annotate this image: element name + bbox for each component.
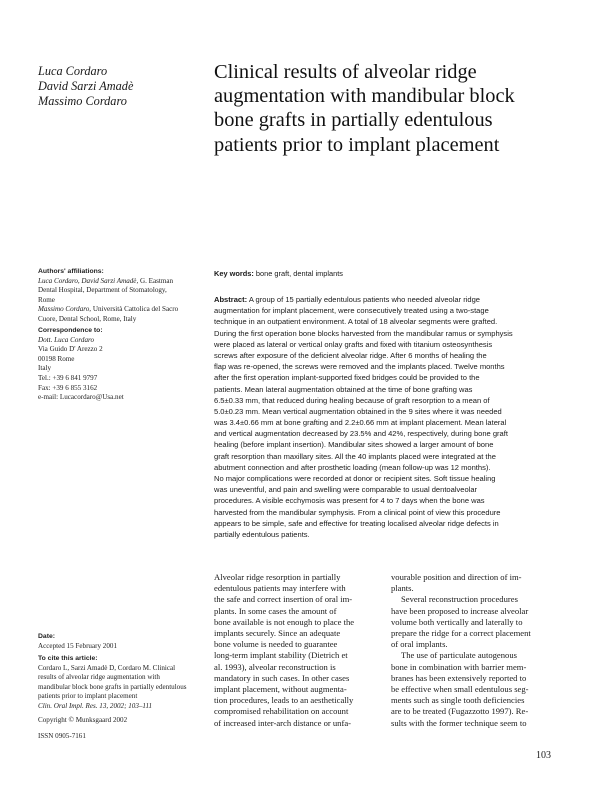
abstract-line: patients. Mean lateral augmentation obtained at the time of bone grafting was	[214, 384, 473, 394]
abstract-line: appears to be simple, safe and effective for treating localised alveolar ridge defects in	[214, 518, 499, 528]
body-line: Alveolar ridge resorption in partially	[214, 572, 341, 582]
correspondence-line: Tel.: +39 6 841 9797	[38, 373, 98, 382]
body-line: sults with the former technique seem to	[391, 717, 527, 728]
correspondence-line: Via Guido D' Arezzo 2	[38, 345, 103, 354]
body-line: have been proposed to increase alveolar	[391, 605, 529, 616]
body-line: al. 1993), alveolar reconstruction is	[214, 661, 336, 672]
affiliation-text: Rome	[38, 295, 55, 304]
body-line: of oral implants.	[391, 639, 448, 650]
abstract-line: were placed as lateral or vertical onlay grafts and fixed with titanium osteosynthesis	[214, 339, 493, 349]
page-number: 103	[536, 750, 551, 761]
body-line: the safe and correct insertion of oral im-	[214, 594, 353, 605]
body-line: bone in combination with barrier mem-	[391, 661, 527, 672]
date-text: Accepted 15 February 2001	[38, 641, 117, 650]
affiliation-line	[38, 286, 208, 296]
affiliation-names: Massimo Cordaro,	[38, 305, 92, 314]
author-list	[38, 64, 198, 109]
citation-heading: To cite this article:	[38, 655, 98, 662]
abstract-line	[214, 294, 566, 305]
abstract-line: partially edentulous patients.	[214, 529, 310, 539]
body-line: prepare the ridge for a correct placement	[391, 628, 531, 639]
abstract-line: 5.0±0.23 mm. Mean vertical augmentation obtained in the 9 sites where it was needed	[214, 406, 502, 416]
abstract-line: 6.5±0.33 mm, that reduced during healing because of graft resorption to a mean of	[214, 395, 490, 405]
body-line: branes has been extensively reported to	[391, 672, 527, 683]
title-line: bone grafts in partially edentulous	[214, 109, 493, 132]
body-line: are to be treated (Fugazzotto 1997). Re-	[391, 706, 529, 717]
correspondence-heading: Correspondence to:	[38, 327, 103, 334]
abstract-line: was 3.4±0.66 mm at bone grafting and 2.2±0.66 mm at implant placement. Mean lateral	[214, 418, 507, 428]
correspondence-name: Dott. Luca Cordaro	[38, 335, 95, 344]
affiliation-line	[38, 315, 208, 325]
body-line: be effective when small edentulous seg-	[391, 684, 529, 695]
affiliation-text: Università Cattolica del Sacro	[91, 305, 179, 314]
body-line: compromised rehabilitation on account	[214, 706, 349, 717]
citation-line: mandibular block bone grafts in partially edentulous	[38, 682, 187, 691]
keywords-text: bone graft, dental implants	[253, 269, 343, 278]
correspondence-line: Fax: +39 6 855 3162	[38, 383, 98, 392]
article-title	[214, 60, 574, 157]
affiliation-line	[38, 305, 208, 315]
body-line: tion procedures, leads to an aesthetically	[214, 695, 354, 706]
citation-block	[38, 654, 208, 712]
abstract-line: graft resorption than maxillary sites. All the 40 implants placed were integrated at the	[214, 451, 496, 461]
body-line: volume both vertically and laterally to	[391, 616, 523, 627]
body-line: edentulous patients may interfere with	[214, 583, 346, 594]
abstract-line: healing (before implant insertion). Mandibular sites showed a larger amount of bone	[214, 440, 494, 450]
correspondence	[38, 326, 208, 403]
affiliations-heading: Authors' affiliations:	[38, 268, 104, 275]
body-line: plants.	[391, 583, 414, 594]
body-line: Several reconstruction procedures	[401, 594, 518, 605]
date-heading: Date:	[38, 633, 55, 640]
abstract-line: was uneventful, and pain and swelling were comparable to usual dentoalveolar	[214, 485, 478, 495]
abstract-line: augmentation for implant placement, were consecutively treated using a two-stage	[214, 306, 489, 316]
body-line: bone volume is needed to guarantee	[214, 639, 338, 650]
keywords	[214, 269, 564, 279]
title-line: augmentation with mandibular block	[214, 85, 515, 108]
affiliation-text: Dental Hospital, Department of Stomatology,	[38, 286, 167, 295]
title-line: Clinical results of alveolar ridge	[214, 61, 477, 83]
body-column-right	[391, 572, 556, 729]
abstract	[214, 294, 566, 540]
citation-line: Cordaro L, Sarzi Amadè D, Cordaro M. Clinical	[38, 663, 176, 672]
author-name: Massimo Cordaro	[38, 94, 127, 108]
body-line: implants securely. Since an adequate	[214, 628, 341, 639]
abstract-line: and vertical augmentation decreased by 23.5% and 42%, respectively, during bone graft	[214, 429, 508, 439]
body-line: The use of particulate autogenous	[401, 650, 517, 661]
citation-journal: Clin. Oral Impl. Res. 13, 2002; 103–111	[38, 701, 153, 710]
body-line: mandatory in such cases. In other cases	[214, 672, 350, 683]
abstract-line: technique in an outpatient environment. A total of 18 alveolar segments were grafted.	[214, 317, 498, 327]
body-line: bone available is not enough to place the	[214, 616, 355, 627]
abstract-label: Abstract:	[214, 295, 248, 304]
body-line: ments such as single tooth deficiencies	[391, 695, 525, 706]
date-block	[38, 632, 208, 651]
abstract-line: after the first operation implant-supported fixed bridges could be provided to the	[214, 373, 480, 383]
correspondence-line: Italy	[38, 364, 51, 373]
affiliation-names: Luca Cordaro, David Sarzi Amadè,	[38, 276, 139, 285]
body-column-left	[214, 572, 377, 729]
abstract-text: A group of 15 partially edentulous patients who needed alveolar ridge	[247, 295, 480, 304]
citation-line: patients prior to implant placement	[38, 692, 138, 701]
issn: ISSN 0905-7161	[38, 732, 86, 740]
body-line: long-term implant stability (Dietrich et	[214, 650, 348, 661]
abstract-line: During the first operation bone blocks harvested from the mandibular ramus or symphysis	[214, 328, 513, 338]
abstract-line: No major complications were recorded at donor or recipient sites. Soft tissue healing	[214, 474, 496, 483]
affiliation-line	[38, 296, 208, 306]
keywords-label: Key words:	[214, 269, 254, 278]
citation-line: results of alveolar ridge augmentation with	[38, 673, 160, 682]
body-line: implant placement, without augmenta-	[214, 684, 347, 695]
author-name: Luca Cordaro	[38, 64, 108, 78]
title-line: patients prior to implant placement	[214, 133, 500, 156]
correspondence-email: e-mail: Lucacordaro@Usa.net	[38, 393, 124, 402]
correspondence-line: 00198 Rome	[38, 354, 75, 363]
abstract-line: procedures. A visible ecchymosis was present for 4 to 7 days when the bone was	[214, 496, 485, 506]
copyright: Copyright © Munksgaard 2002	[38, 716, 128, 724]
body-line: plants. In some cases the amount of	[214, 605, 337, 616]
author-name: David Sarzi Amadè	[38, 79, 134, 93]
affiliation-text: G. Eastman	[138, 276, 174, 285]
abstract-line: screws after exposure of the deficient alveolar ridge. After 6 months of healing the	[214, 350, 487, 360]
body-line: vourable position and direction of im-	[391, 572, 522, 582]
abstract-line: flap was re-opened, the screws were removed and the implants placed. Twelve months	[214, 362, 505, 372]
body-line: of increased inter-arch distance or unfa-	[214, 717, 352, 728]
abstract-line: abutment connection and after prosthetic loading (mean follow-up was 12 months).	[214, 462, 491, 472]
affiliations	[38, 267, 208, 325]
abstract-line: harvested from the mandibular symphysis. From a clinical point of view this procedure	[214, 507, 501, 517]
affiliation-text: Cuore, Dental School, Rome, Italy	[38, 314, 137, 323]
affiliation-line	[38, 277, 208, 287]
